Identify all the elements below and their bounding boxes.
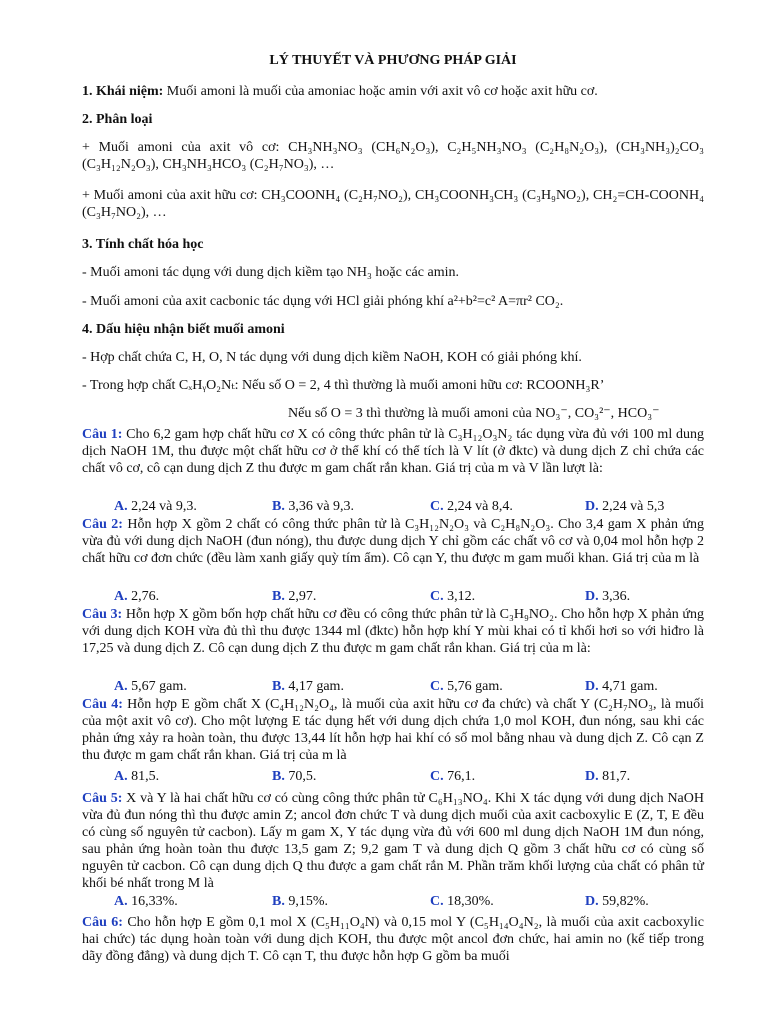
question-text: Cho hỗn hợp E gồm 0,1 mol X (C₅H₁₁O₄N) và 0,15 mol Y (C₅H₁₄O₄N₂, là muối của axit cacboxylic hai chức) tác dụng hoàn toàn với dung dịch KOH, thu được một ancol đơn chức, hai amin no (kế tiếp trong dãy đồng đẳng) và dung dịch T. Cô cạn T, thu được hỗn hợp G gồm ba muối xyxy=(82,915,705,964)
section-2-item-1: + Muối amoni của axit vô cơ: CH₃NH₃NO₃ (CH₆N₂O₃), C₂H₅NH₃NO₃ (C₂H₈N₂O₃), (CH₃NH₃)₂CO₃ (C₃H₁₂N₂O₃), CH₃NH₃HCO₃ (C₂H₇NO₃), … xyxy=(82,140,704,172)
question-3-options xyxy=(82,678,704,695)
option-d: D. 4,71 gam. xyxy=(585,679,658,694)
option-a: A. 81,5. xyxy=(114,769,160,784)
question-4-options xyxy=(82,768,704,785)
question-1-options xyxy=(82,498,704,515)
option-d: D. 3,36. xyxy=(585,589,631,604)
option-c: C. 18,30%. xyxy=(430,894,494,909)
question-label: Câu 3: xyxy=(82,607,123,622)
section-4-heading: 4. Dấu hiệu nhận biết muối amoni xyxy=(82,322,285,337)
option-c: C. 76,1. xyxy=(430,769,476,784)
question-6 xyxy=(82,914,704,965)
question-4 xyxy=(82,696,704,764)
option-b: B. 70,5. xyxy=(272,769,317,784)
option-a: A. 16,33%. xyxy=(114,894,178,909)
section-4-item-3: Nếu số O = 3 thì thường là muối amoni của NO₃⁻, CO₃²⁻, HCO₃⁻ xyxy=(288,406,660,421)
question-5-options xyxy=(82,893,704,910)
question-text: Cho 6,2 gam hợp chất hữu cơ X có công thức phân tử là C₃H₁₂O₃N₂ tác dụng vừa đủ với 100 ml dung dịch NaOH 1M, thu được một chất hữu cơ ở thể khí có thể tích là V lít (ở đktc) và dung dịch Z chỉ chứa các chất vô cơ, cô cạn dung dịch Z thu được m gam chất rắn khan. Giá trị của m và V lần lượt là: xyxy=(82,427,705,476)
option-c: C. 5,76 gam. xyxy=(430,679,503,694)
section-1-text: Muối amoni là muối của amoniac hoặc amin với axit vô cơ hoặc axit hữu cơ. xyxy=(163,84,598,99)
option-a: A. 5,67 gam. xyxy=(114,679,187,694)
question-label: Câu 2: xyxy=(82,517,123,532)
option-d: D. 2,24 và 5,3 xyxy=(585,499,665,514)
question-text: Hỗn hợp X gồm bốn hợp chất hữu cơ đều có công thức phân tử là C₃H₉NO₂. Cho hỗn hợp X phản ứng với dung dịch KOH vừa đủ thì thu được 1344 ml (đktc) hỗn hợp khí Y mùi khai có tỉ khối hơi so với hiđro là 17,25 và dung dịch Z. Cô cạn dung dịch Z thu được m gam chất rắn khan. Giá trị của m là: xyxy=(82,607,704,656)
question-text: Hỗn hợp X gồm 2 chất có công thức phân tử là C₃H₁₂N₂O₃ và C₂H₈N₂O₃. Cho 3,4 gam X phản ứng vừa đủ với dung dịch NaOH (đun nóng), thu được dung dịch Y chỉ gồm các chất vô cơ và 0,04 mol hỗn hợp 2 chất hữu cơ đơn chức (đều làm xanh giấy quỳ tím ẩm). Cô cạn Y, thu được m gam muối khan. Giá trị của m là xyxy=(82,517,705,566)
option-d: D. 59,82%. xyxy=(585,894,649,909)
option-b: B. 3,36 và 9,3. xyxy=(272,499,355,514)
option-b: B. 4,17 gam. xyxy=(272,679,344,694)
question-3 xyxy=(82,606,704,657)
option-d: D. 81,7. xyxy=(585,769,631,784)
section-2-item-2: + Muối amoni của axit hữu cơ: CH₃COONH₄ (C₂H₇NO₂), CH₃COONH₃CH₃ (C₃H₉NO₂), CH₂=CH-COONH₄ (C₃H₇NO₂), … xyxy=(82,188,704,220)
section-4-item-1: - Hợp chất chứa C, H, O, N tác dụng với dung dịch kiềm NaOH, KOH có giải phóng khí. xyxy=(82,350,582,365)
document-page xyxy=(82,0,704,1024)
page-title: LÝ THUYẾT VÀ PHƯƠNG PHÁP GIẢI xyxy=(269,53,517,68)
option-b: B. 2,97. xyxy=(272,589,317,604)
section-4-item-2: - Trong hợp chất CₓHᵧO₂Nₜ: Nếu số O = 2, 4 thì thường là muối amoni hữu cơ: RCOONH₃R’ xyxy=(82,378,605,393)
question-text: X và Y là hai chất hữu cơ có cùng công thức phân tử C₆H₁₃NO₄. Khi X tác dụng với dung dịch NaOH vừa đủ đun nóng thì thu được amin Z; ancol đơn chức T và dung dịch muối của axit cacboxylic E (Z, T, E đều có cùng số nguyên tử cacbon). Lấy m gam X, Y tác dụng vừa đủ với 600 ml dung dịch NaOH 1M đun nóng, sau phản ứng hoàn toàn thu được 13,5 gam Z; 9,2 gam T và dung dịch Q gồm 3 chất hữu cơ có cùng số nguyên tử cacbon. Cô cạn dung dịch Q thu được a gam chất rắn M. Phần trăm khối lượng của chất có phân tử khối bé nhất trong M là xyxy=(82,791,704,891)
question-1 xyxy=(82,426,704,477)
section-3-item-2: - Muối amoni của axit cacbonic tác dụng với HCl giải phóng khí a²+b²=c² A=πr² CO₂. xyxy=(82,294,564,309)
section-3-heading: 3. Tính chất hóa học xyxy=(82,237,204,252)
option-b: B. 9,15%. xyxy=(272,894,329,909)
option-c: C. 3,12. xyxy=(430,589,476,604)
option-a: A. 2,24 và 9,3. xyxy=(114,499,197,514)
section-1 xyxy=(82,83,704,100)
question-label: Câu 1: xyxy=(82,427,123,442)
question-5 xyxy=(82,790,704,892)
question-label: Câu 6: xyxy=(82,915,123,930)
question-label: Câu 4: xyxy=(82,697,123,712)
option-a: A. 2,76. xyxy=(114,589,160,604)
section-3-item-1: - Muối amoni tác dụng với dung dịch kiềm tạo NH₃ hoặc các amin. xyxy=(82,265,459,280)
section-1-heading: 1. Khái niệm: xyxy=(82,84,164,99)
section-2-heading: 2. Phân loại xyxy=(82,112,153,127)
question-label: Câu 5: xyxy=(82,791,123,806)
question-2-options xyxy=(82,588,704,605)
question-2 xyxy=(82,516,704,567)
option-c: C. 2,24 và 8,4. xyxy=(430,499,513,514)
question-text: Hỗn hợp E gồm chất X (C₄H₁₂N₂O₄, là muối của axit hữu cơ đa chức) và chất Y (C₂H₇NO₃, là muối của một axit vô cơ). Cho một lượng E tác dụng hết với dung dịch chứa 1,0 mol KOH, đun nóng, sau khi các phản ứng xảy ra hoàn toàn, thu được 13,44 lít hỗn hợp hai khí có số mol bằng nhau và dung dịch Z. Cô cạn Z thu được m gam chất rắn khan. Giá trị của m là xyxy=(82,697,704,763)
